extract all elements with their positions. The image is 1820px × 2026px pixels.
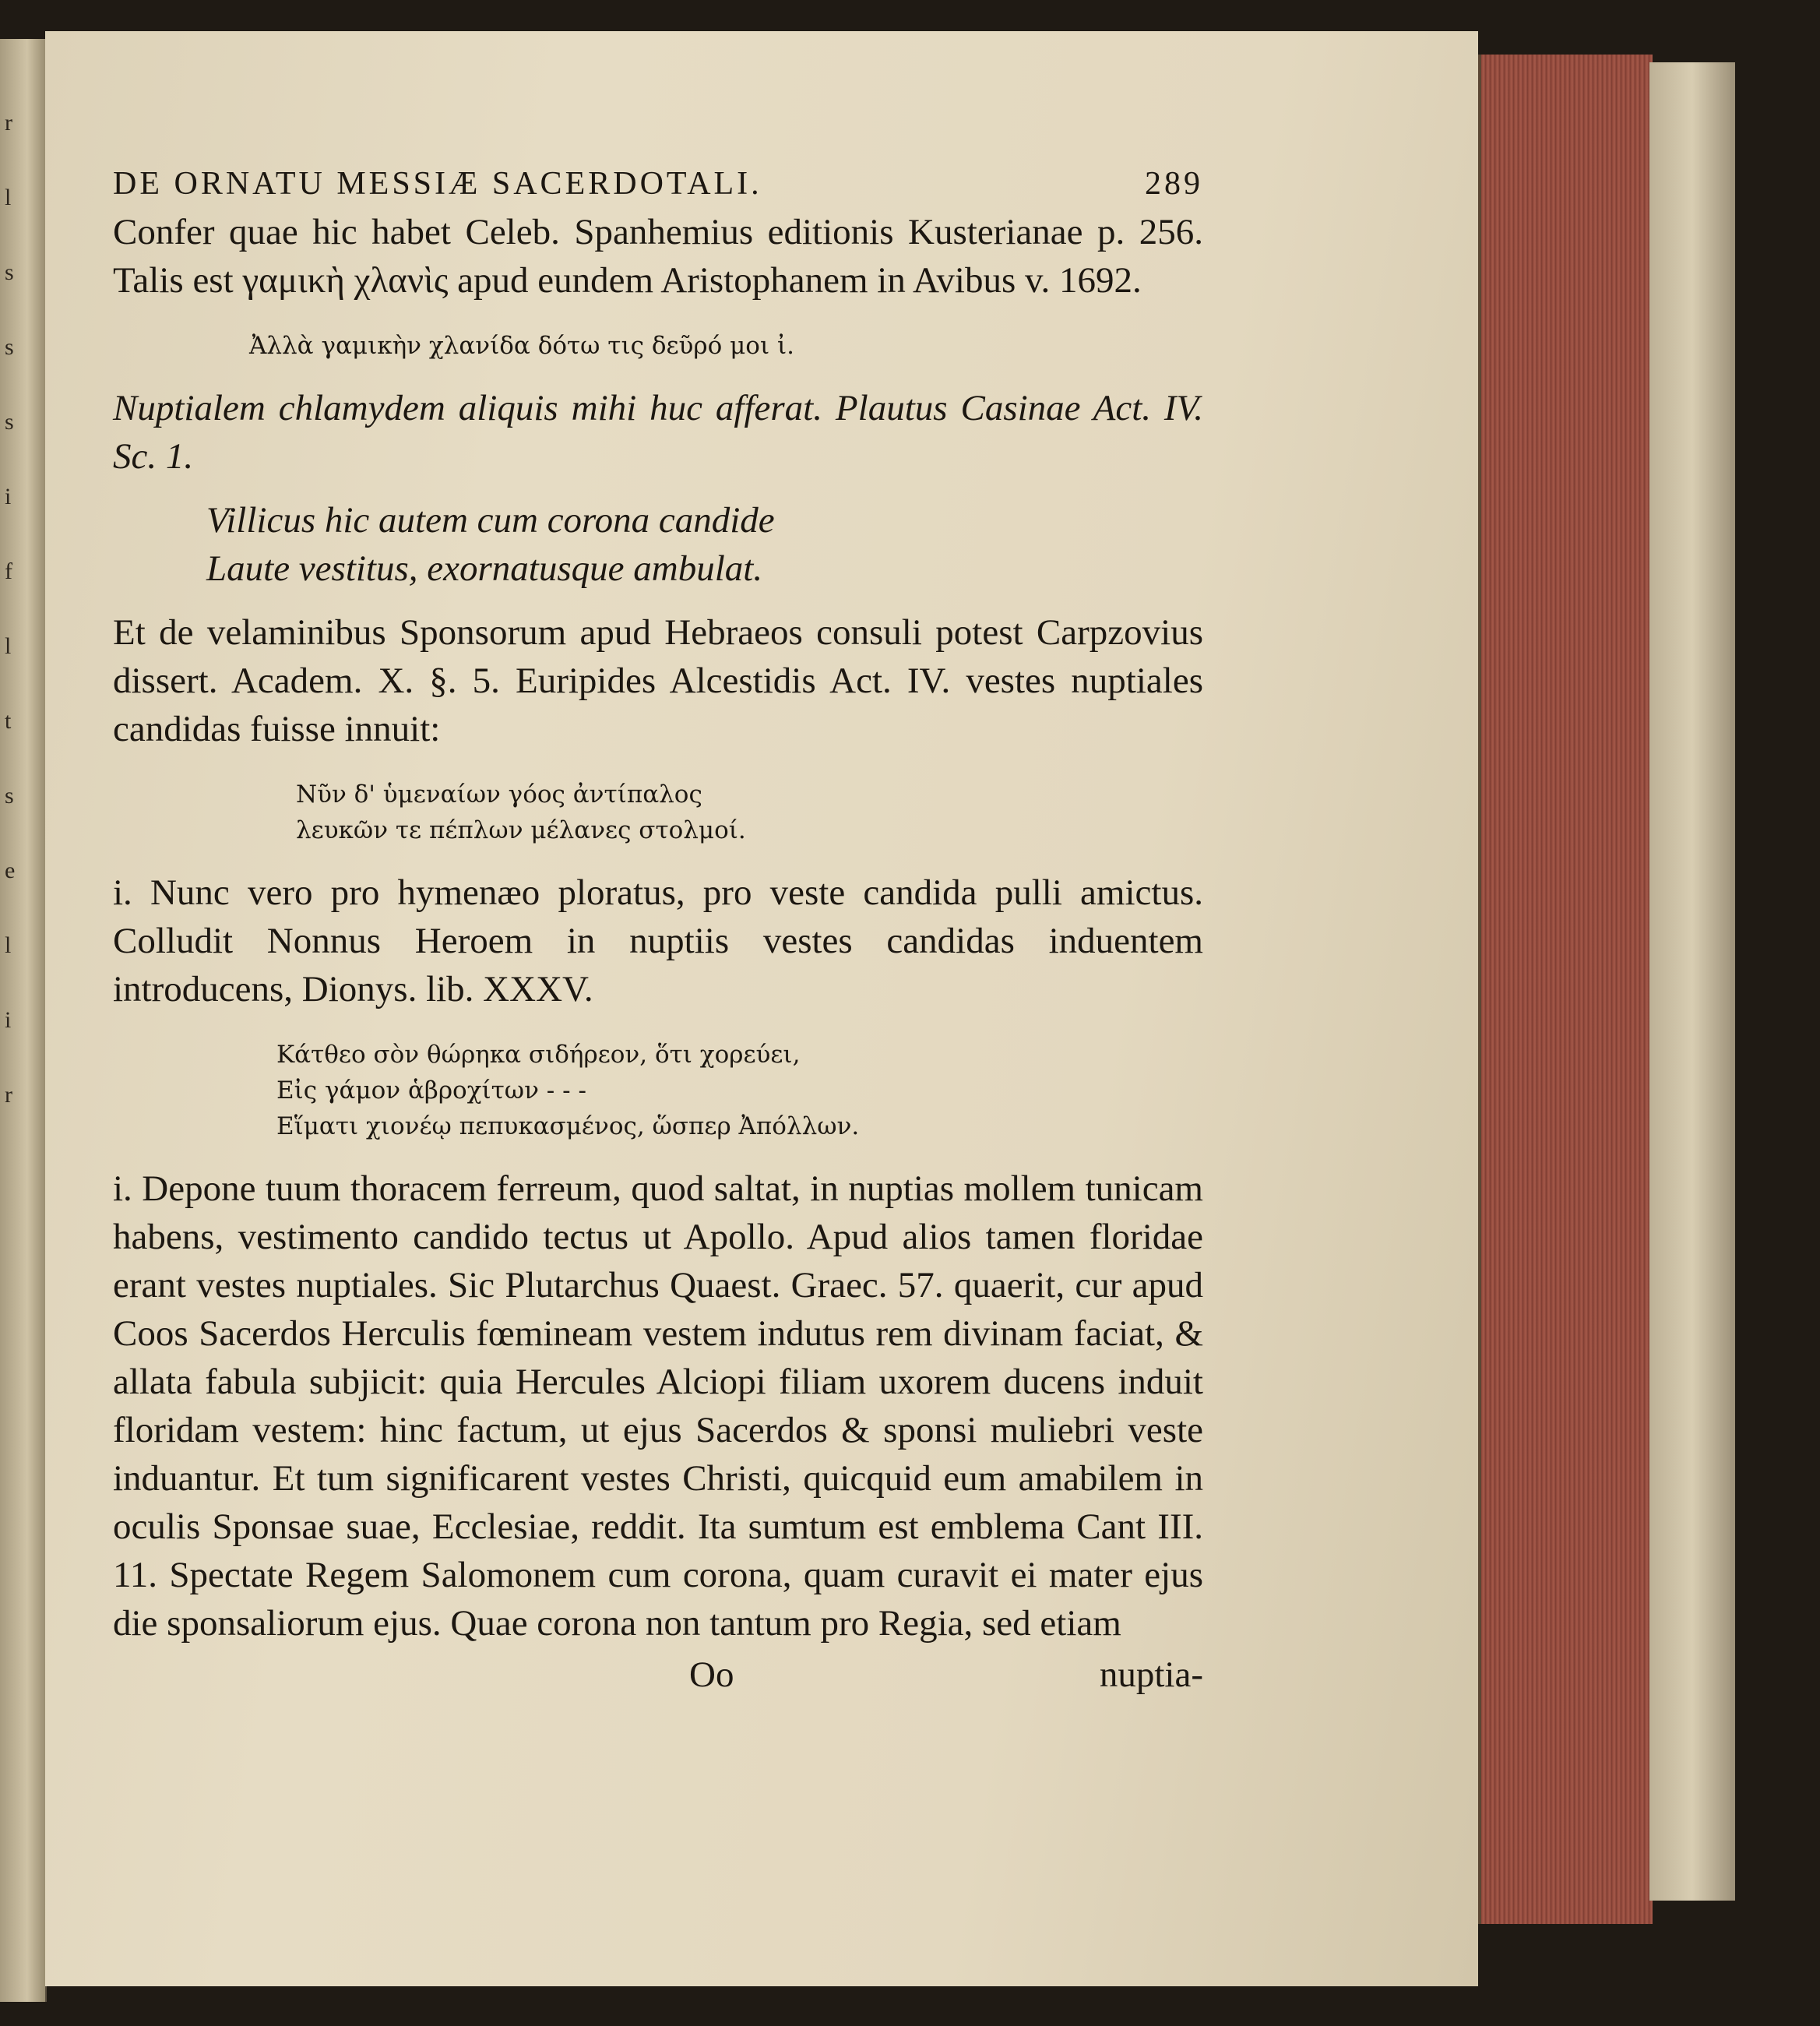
left-margin-mark: s xyxy=(5,409,14,435)
verse-line-1: Villicus hic autem cum corona candide xyxy=(206,500,775,541)
left-margin-mark: l xyxy=(5,633,12,659)
page-text xyxy=(113,160,1203,1699)
verse-line-2: Laute vestitus, exornatusque ambulat. xyxy=(206,548,763,589)
page-fore-edge xyxy=(1478,55,1653,1924)
page-footer xyxy=(113,1651,1203,1699)
left-margin-mark: l xyxy=(5,932,12,958)
page-number: 289 xyxy=(1145,166,1203,202)
left-margin-mark: i xyxy=(5,1007,12,1033)
left-margin-mark: s xyxy=(5,783,14,809)
catchword: nuptia- xyxy=(1099,1654,1203,1695)
left-margin-mark: s xyxy=(5,334,14,360)
running-title: DE ORNATU MESSIÆ SACERDOTALI. xyxy=(113,166,762,202)
greek-line: Εἵματι χιονέῳ πεπυκασμένος, ὥσπερ Ἀπόλλων. xyxy=(276,1112,860,1140)
paragraph-2: Nuptialem chlamydem aliquis mihi huc afferat. Plautus Casinae Act. IV. Sc. 1. xyxy=(113,388,1203,477)
greek-quote-3 xyxy=(113,1037,1203,1144)
running-header xyxy=(113,160,1203,208)
greek-line: Νῦν δ' ὑμεναίων γόος ἀντίπαλος xyxy=(296,780,702,809)
left-page-edge xyxy=(0,39,47,2002)
greek-line: Ἀλλὰ γαμικὴν χλανίδα δότω τις δεῦρό μοι ἰ. xyxy=(249,332,794,360)
left-margin-mark: f xyxy=(5,558,12,584)
greek-quote-1 xyxy=(113,328,1203,364)
left-margin-marks xyxy=(5,86,36,1133)
left-margin-mark: l xyxy=(5,185,12,210)
greek-quote-2 xyxy=(113,777,1203,848)
left-margin-mark: e xyxy=(5,858,16,883)
signature-mark: Oo xyxy=(689,1654,734,1695)
paragraph-1: Confer quae hic habet Celeb. Spanhemius editionis Kusterianae p. 256. Talis est γαμικὴ χλανὶς apud eundem Aristophanem in Avibus v. 1692. xyxy=(113,212,1203,301)
verse-quote xyxy=(113,496,1203,593)
greek-line: Κάτθεο σὸν θώρηκα σιδήρεον, ὅτι χορεύει, xyxy=(276,1041,801,1069)
left-margin-mark: i xyxy=(5,484,12,509)
left-margin-mark: r xyxy=(5,110,12,136)
left-margin-mark: r xyxy=(5,1082,12,1108)
left-margin-mark: s xyxy=(5,259,14,285)
paragraph-5: i. Depone tuum thoracem ferreum, quod saltat, in nuptias mollem tunicam habens, vestimento candido tectus ut Apollo. Apud alios tamen floridae erant vestes nuptiales. Sic Plutarchus Quaest. Graec. 57. quaerit, cur apud Coos Sacerdos Herculis fœmineam vestem indutus rem divinam faciat, & allata fabula subjicit: quia Hercules Alciopi filiam uxorem ducens induit floridam vestem: hinc factum, ut ejus Sacerdos & sponsi muliebri veste induantur. Et tum significarent vestes Christi, quicquid eum amabilem in oculis Sponsae suae, Ecclesiae, reddit. Ita sumtum est emblema Cant III. 11. Spectate Regem Salomonem cum corona, quam curavit ei mater ejus die sponsaliorum ejus. Quae corona non tantum pro Regia, sed etiam xyxy=(113,1168,1203,1644)
paragraph-4: i. Nunc vero pro hymenæo ploratus, pro veste candida pulli amictus. Colludit Nonnus Heroem in nuptiis vestes candidas induentem introducens, Dionys. lib. XXXV. xyxy=(113,872,1203,1009)
greek-line: λευκῶν τε πέπλων μέλανες στολμοί. xyxy=(296,816,746,844)
paragraph-3: Et de velaminibus Sponsorum apud Hebraeos consuli potest Carpzovius dissert. Academ. X. §. 5. Euripides Alcestidis Act. IV. vestes nuptiales candidas fuisse innuit: xyxy=(113,612,1203,749)
greek-line: Εἰς γάμον ἁβροχίτων - - - xyxy=(276,1076,586,1105)
left-margin-mark: t xyxy=(5,708,12,734)
book-cover-edge xyxy=(1649,62,1735,1901)
